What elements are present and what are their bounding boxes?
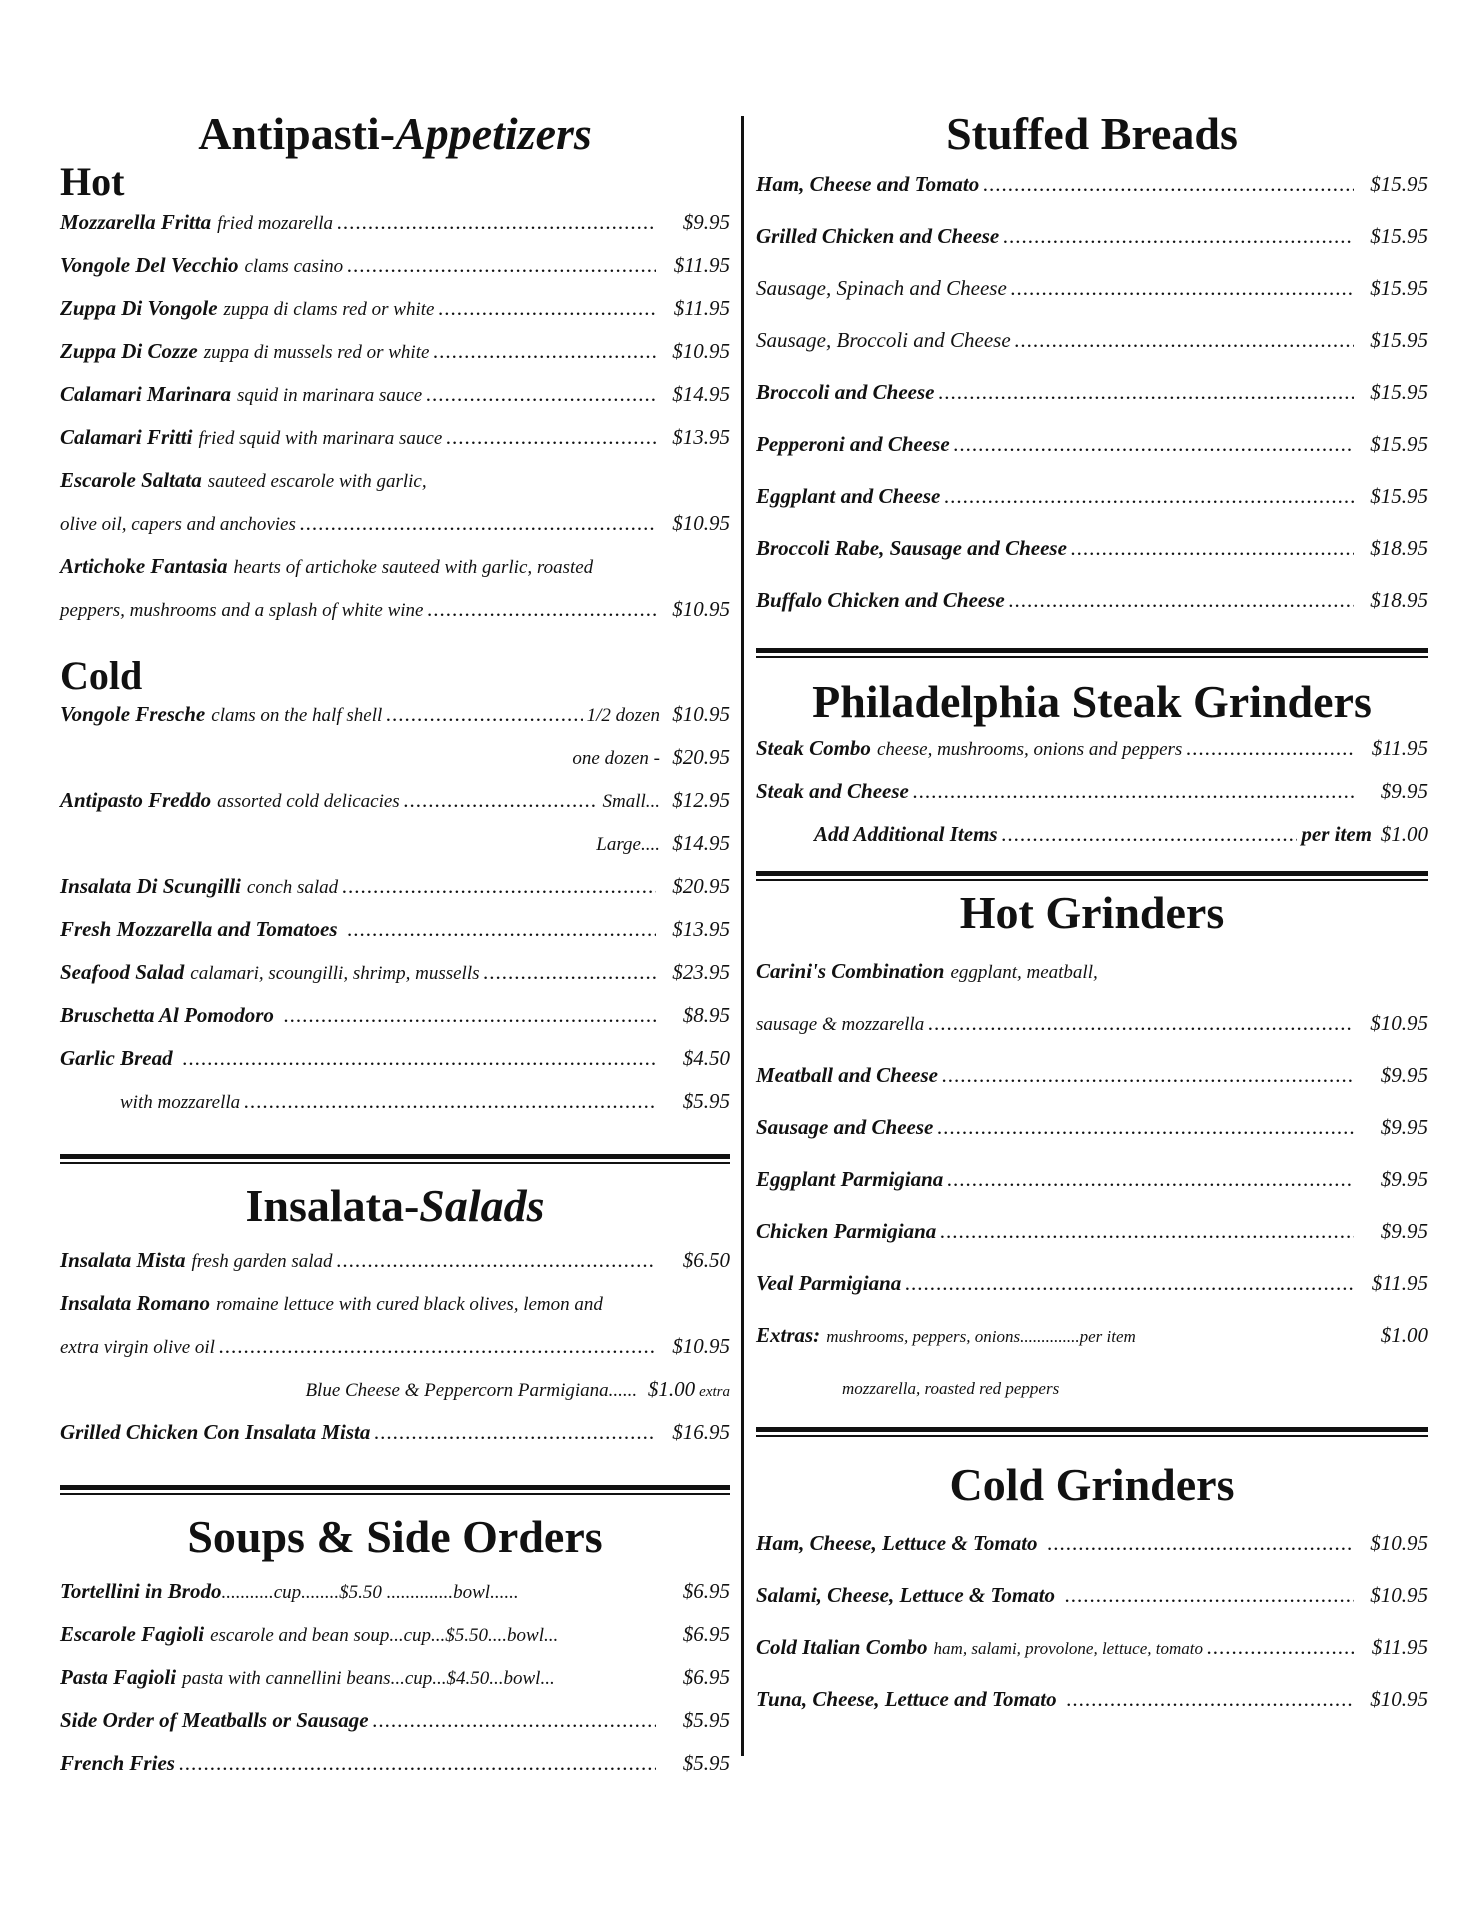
- menu-item-escarole: Escarole Saltata sauteed escarole with garlic,: [60, 468, 427, 492]
- menu-item-antipasto-freddo: Antipasto Freddo assorted cold delicacies ..... Small... $12.95: [60, 788, 730, 831]
- menu-item: Sausage, Spinach and Cheese ..... $15.95: [756, 276, 1428, 328]
- menu-item: Calamari Marinara squid in marinara sauce ..... $14.95: [60, 382, 730, 425]
- menu-item-antipasto-large: Large.... $14.95: [596, 831, 730, 855]
- menu-item: Tuna, Cheese, Lettuce and Tomato ..... $10.95: [756, 1687, 1428, 1739]
- menu-item: Ham, Cheese and Tomato ..... $15.95: [756, 172, 1428, 224]
- menu-item: Steak and Cheese ..... $9.95: [756, 779, 1428, 822]
- menu-item: Sausage and Cheese ..... $9.95: [756, 1115, 1428, 1167]
- menu-item: Fresh Mozzarella and Tomatoes ..... $13.95: [60, 917, 730, 960]
- menu-item: Zuppa Di Cozze zuppa di mussels red or white ..... $10.95: [60, 339, 730, 382]
- hot-items: [60, 210, 730, 640]
- menu-item: Chicken Parmigiana ..... $9.95: [756, 1219, 1428, 1271]
- menu-item-additional: Add Additional Items ..... per item $1.00: [756, 822, 1428, 865]
- menu-item: Vongole Del Vecchio clams casino ..... $11.95: [60, 253, 730, 296]
- hot-grinder-items: [756, 959, 1428, 1427]
- soups-heading: Soups & Side Orders: [187, 1511, 603, 1562]
- section-rule: [60, 1485, 730, 1495]
- hot-subheading: Hot: [60, 159, 125, 204]
- menu-item: Pepperoni and Cheese ..... $15.95: [756, 432, 1428, 484]
- menu-item-blue-cheese: Blue Cheese & Peppercorn Parmigiana...... $1.00 extra: [305, 1377, 730, 1401]
- cold-grinders-heading: Cold Grinders: [949, 1459, 1235, 1510]
- menu-item-with-mozzarella: with mozzarella ..... $5.95: [60, 1089, 730, 1132]
- menu-item: Sausage, Broccoli and Cheese ..... $15.95: [756, 328, 1428, 380]
- menu-item: Steak Combo cheese, mushrooms, onions and peppers ..... $11.95: [756, 736, 1428, 779]
- menu-item: French Fries ..... $5.95: [60, 1751, 730, 1794]
- section-rule: [756, 871, 1428, 881]
- menu-item: Bruschetta Al Pomodoro ..... $8.95: [60, 1003, 730, 1046]
- menu-item: Pasta Fagioli pasta with cannellini beans...cup...$4.50...bowl... $6.95: [60, 1665, 730, 1689]
- menu-item: Meatball and Cheese ..... $9.95: [756, 1063, 1428, 1115]
- section-rule: [60, 1154, 730, 1164]
- cold-items: [60, 702, 730, 1132]
- menu-item: Eggplant and Cheese ..... $15.95: [756, 484, 1428, 536]
- menu-item-carini-cont: sausage & mozzarella ..... $10.95: [756, 1011, 1428, 1063]
- menu-item: Veal Parmigiana ..... $11.95: [756, 1271, 1428, 1323]
- antipasti-heading: Antipasti-Appetizers: [198, 108, 592, 159]
- menu-item: Zuppa Di Vongole zuppa di clams red or white ..... $11.95: [60, 296, 730, 339]
- menu-item: Garlic Bread ..... $4.50: [60, 1046, 730, 1089]
- menu-item-carini: Carini's Combination eggplant, meatball,: [756, 959, 1098, 983]
- menu-item-extras-cont: mozzarella, roasted red peppers: [842, 1379, 1060, 1398]
- menu-item-escarole-cont: olive oil, capers and anchovies ..... $10.95: [60, 511, 730, 554]
- menu-item: Buffalo Chicken and Cheese ..... $18.95: [756, 588, 1428, 640]
- menu-item: Grilled Chicken and Cheese ..... $15.95: [756, 224, 1428, 276]
- section-rule: [756, 1427, 1428, 1437]
- philly-items: [756, 736, 1428, 865]
- salads-heading: Insalata-Salads: [245, 1180, 545, 1231]
- menu-item: Calamari Fritti fried squid with marinara sauce ..... $13.95: [60, 425, 730, 468]
- menu-item: Tortellini in Brodo ...........cup........$5.50 ..............bowl...... $6.95: [60, 1579, 730, 1603]
- soup-items: [60, 1579, 730, 1794]
- column-divider: [741, 116, 744, 1756]
- menu-item-extras: Extras: mushrooms, peppers, onions..............per item $1.00: [756, 1323, 1428, 1347]
- cold-grinder-items: [756, 1531, 1428, 1739]
- menu-item: Eggplant Parmigiana ..... $9.95: [756, 1167, 1428, 1219]
- menu-item: Ham, Cheese, Lettuce & Tomato ..... $10.95: [756, 1531, 1428, 1583]
- stuffed-breads-heading: Stuffed Breads: [946, 108, 1238, 159]
- menu-item-artichoke-cont: peppers, mushrooms and a splash of white wine ..... $10.95: [60, 597, 730, 640]
- menu-item-romano-cont: extra virgin olive oil ..... $10.95: [60, 1334, 730, 1377]
- salad-items: [60, 1248, 730, 1463]
- menu-item-artichoke: Artichoke Fantasia hearts of artichoke sauteed with garlic, roasted: [60, 554, 594, 578]
- menu-item: Seafood Salad calamari, scoungilli, shrimp, mussells ..... $23.95: [60, 960, 730, 1003]
- menu-item: Cold Italian Combo ham, salami, provolone, lettuce, tomato ..... $11.95: [756, 1635, 1428, 1687]
- menu-item: Insalata Di Scungilli conch salad ..... $20.95: [60, 874, 730, 917]
- menu-item: Insalata Mista fresh garden salad ..... $6.50: [60, 1248, 730, 1291]
- menu-item: Side Order of Meatballs or Sausage ..... $5.95: [60, 1708, 730, 1751]
- menu-item-romano: Insalata Romano romaine lettuce with cured black olives, lemon and: [60, 1291, 603, 1315]
- menu-item: Grilled Chicken Con Insalata Mista ..... $16.95: [60, 1420, 730, 1463]
- menu-item: Broccoli and Cheese ..... $15.95: [756, 380, 1428, 432]
- menu-item: Escarole Fagioli escarole and bean soup...cup...$5.50....bowl... $6.95: [60, 1622, 730, 1646]
- right-column: [756, 108, 1428, 1739]
- menu-item-vongole-fresche: Vongole Fresche clams on the half shell ..... 1/2 dozen $10.95: [60, 702, 730, 745]
- left-column: [60, 108, 730, 1794]
- menu-item: Salami, Cheese, Lettuce & Tomato ..... $10.95: [756, 1583, 1428, 1635]
- menu-item: Broccoli Rabe, Sausage and Cheese ..... $18.95: [756, 536, 1428, 588]
- hot-grinders-heading: Hot Grinders: [959, 887, 1225, 938]
- menu-item-vongole-dozen: one dozen - $20.95: [572, 745, 730, 769]
- menu-item: Mozzarella Fritta fried mozarella ..... $9.95: [60, 210, 730, 253]
- philly-heading: Philadelphia Steak Grinders: [812, 676, 1372, 727]
- stuffed-items: [756, 172, 1428, 640]
- cold-subheading: Cold: [60, 653, 143, 698]
- section-rule: [756, 648, 1428, 658]
